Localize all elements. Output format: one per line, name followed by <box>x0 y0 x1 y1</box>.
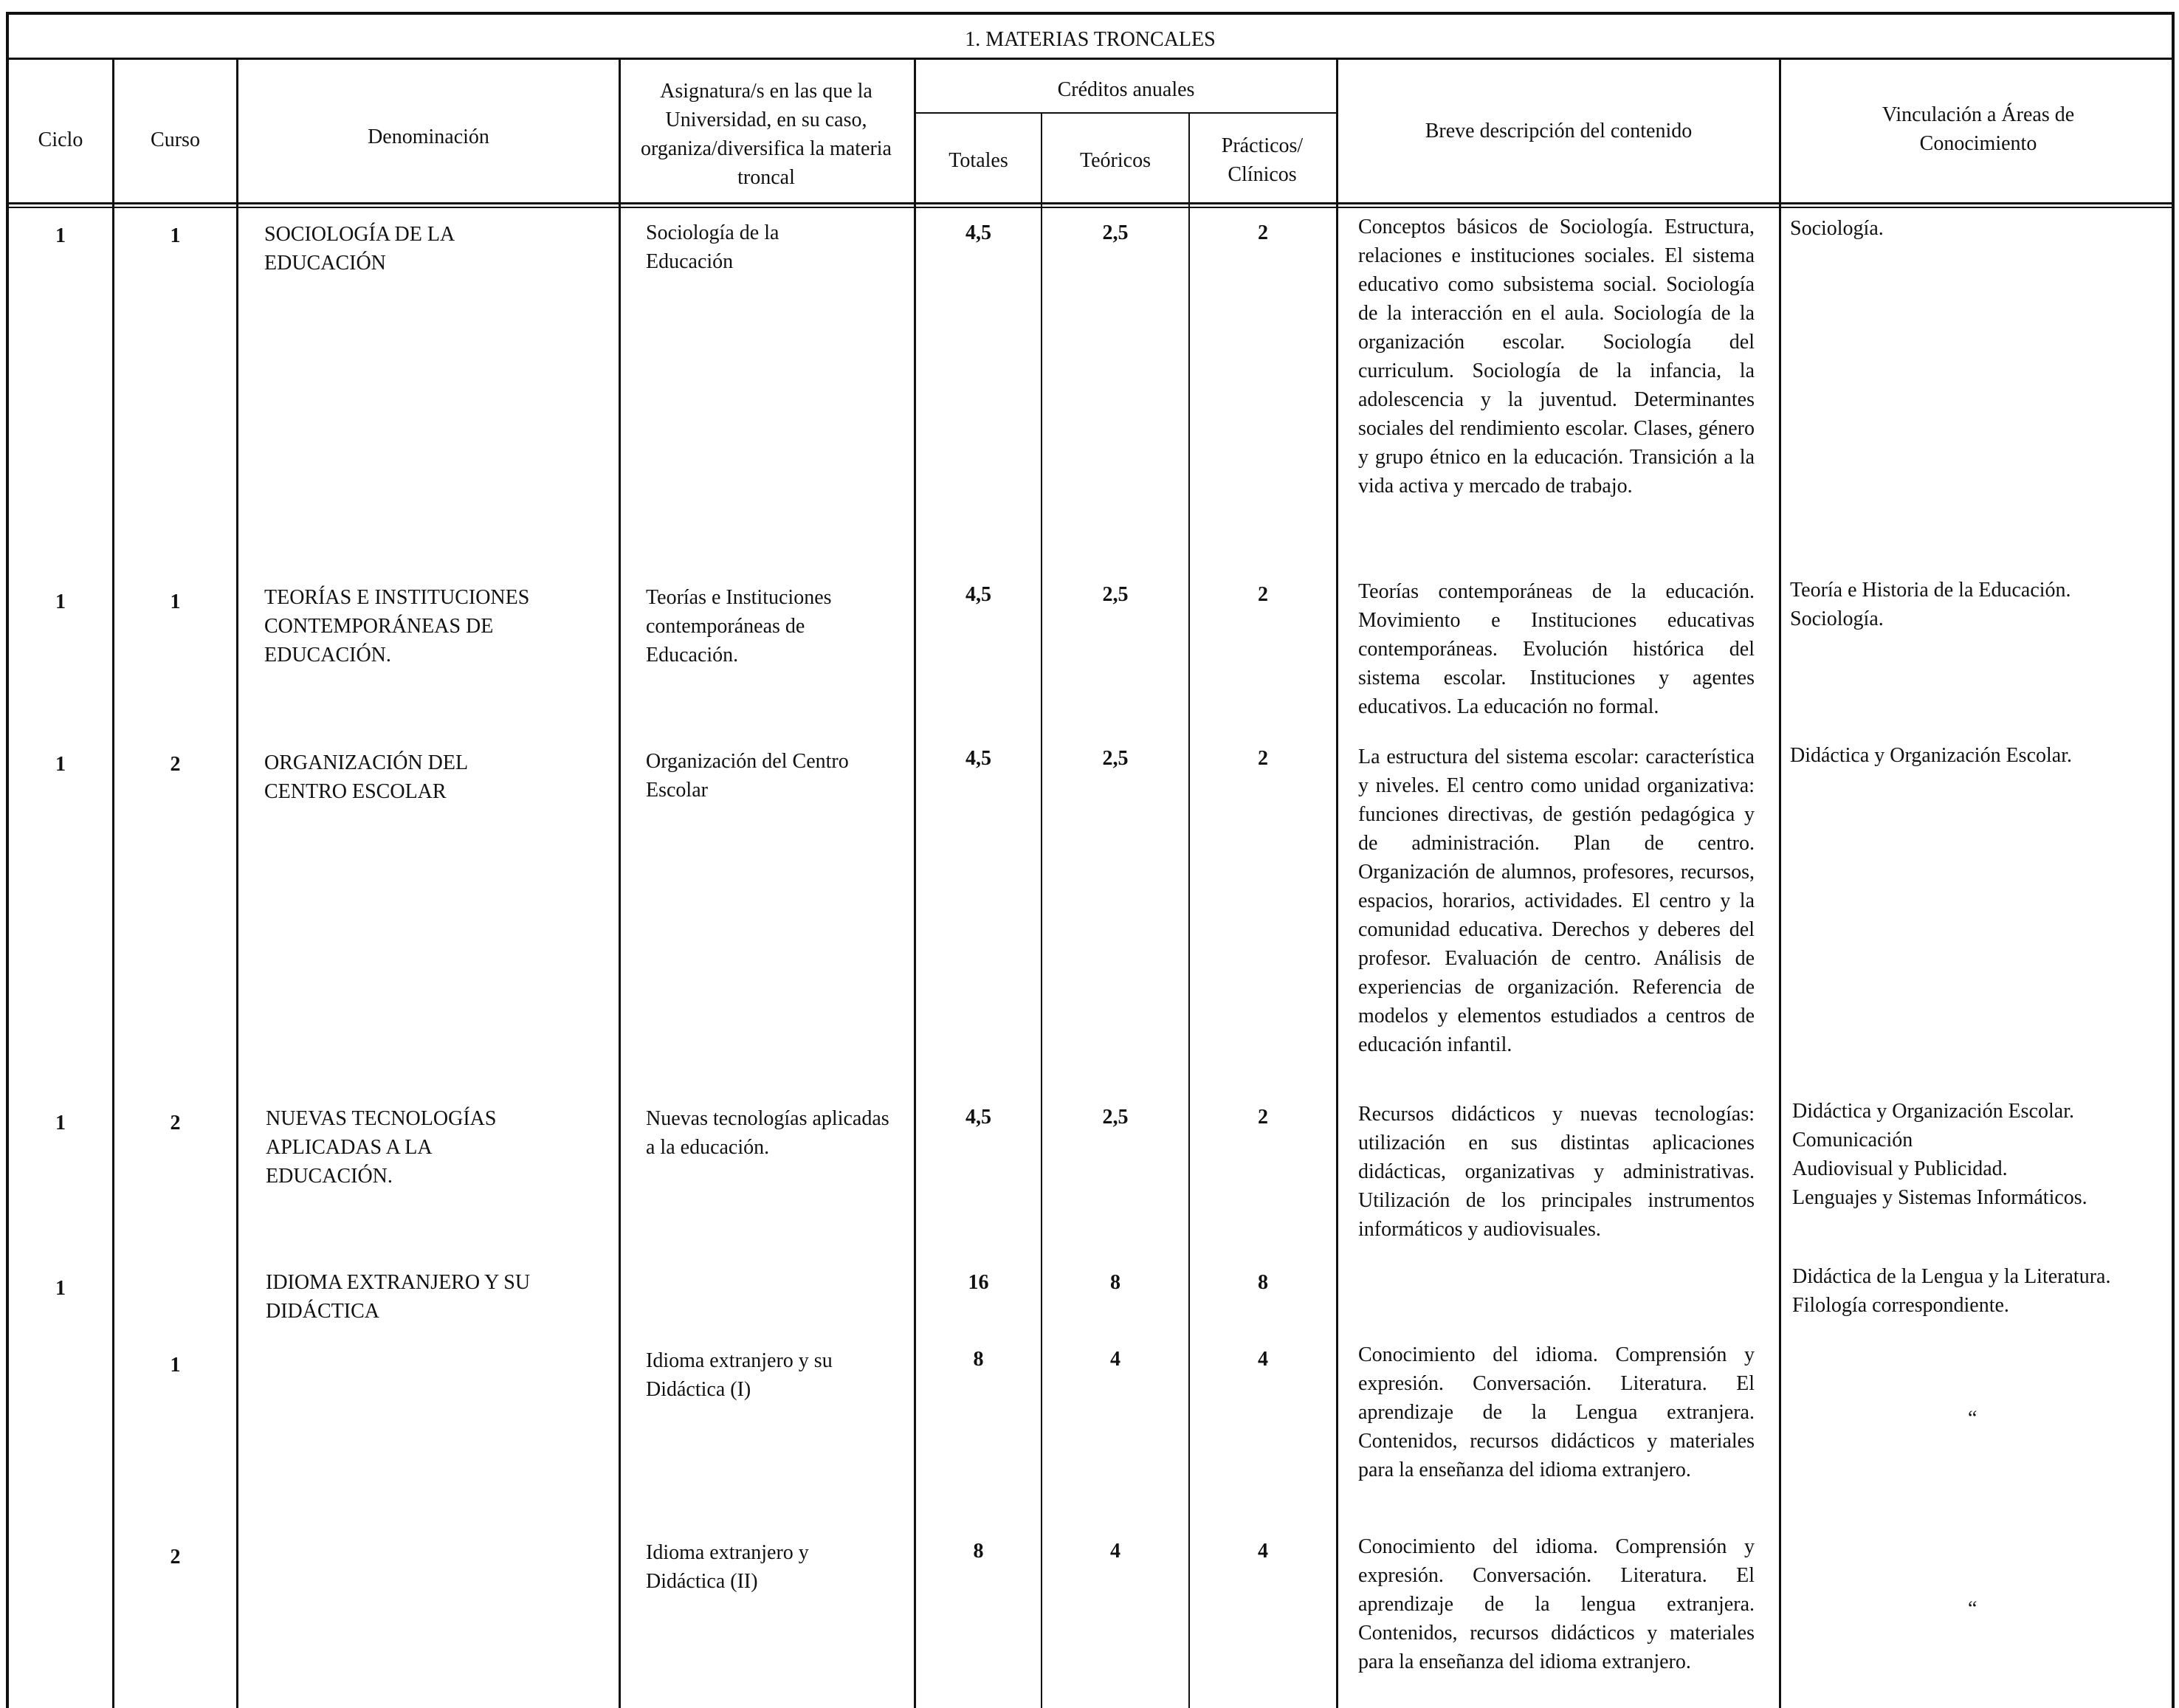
row-curso: 2 <box>170 1112 181 1134</box>
header-bottom-line-2 <box>6 207 2175 208</box>
row-asignatura: Sociología de la Educación <box>646 221 779 273</box>
row-vinculacion-line: Lenguajes y Sistemas Informáticos. <box>1792 1186 2087 1209</box>
row-curso: 2 <box>170 1546 181 1568</box>
row-practicos: 2 <box>1258 1106 1268 1129</box>
header-totales: Totales <box>949 149 1008 172</box>
row-teoricos: 4 <box>1110 1540 1121 1563</box>
row-totales: 8 <box>973 1348 984 1371</box>
header-ciclo: Ciclo <box>38 128 83 151</box>
header-practicos: Prácticos/ Clínicos <box>1221 134 1304 186</box>
row-vinculacion-ditto: “ <box>1968 1597 1977 1620</box>
row-ciclo: 1 <box>55 590 66 613</box>
row-vinculacion-line: Comunicación Audiovisual y Publicidad. <box>1792 1129 2008 1180</box>
header-denominacion: Denominación <box>368 125 489 148</box>
row-teoricos: 2,5 <box>1102 583 1129 606</box>
row-ciclo: 1 <box>55 224 66 247</box>
title-bottom-line <box>6 58 2175 60</box>
row-ciclo: 1 <box>55 1277 66 1300</box>
row-descripcion: Recursos didácticos y nuevas tecnologías: utilización en sus distintas aplicaciones didácticas, organizativas y administrativas. Utilización de los principales instrumentos informáticos y audiovisuales. <box>1358 1103 1755 1241</box>
row-teoricos: 8 <box>1110 1271 1121 1294</box>
row-practicos: 4 <box>1258 1540 1268 1563</box>
row-denominacion: IDIOMA EXTRANJERO Y SU DIDÁCTICA <box>266 1271 531 1323</box>
col-line-totales <box>1041 112 1042 1708</box>
row-teoricos: 2,5 <box>1102 1106 1129 1129</box>
row-vinculacion: Sociología. <box>1790 217 1884 240</box>
row-ciclo: 1 <box>55 1112 66 1134</box>
row-curso: 1 <box>170 224 181 247</box>
row-practicos: 4 <box>1258 1348 1268 1371</box>
header-asignatura: Asignatura/s en las que la Universidad, en su caso, organiza/diversifica la materia troncal <box>641 80 892 189</box>
col-line-descripcion <box>1779 59 1781 1708</box>
row-denominacion: ORGANIZACIÓN DEL CENTRO ESCOLAR <box>264 751 468 803</box>
header-vinculacion: Vinculación a Áreas de Conocimiento <box>1882 103 2075 155</box>
row-vinculacion-line: Didáctica y Organización Escolar. <box>1792 1100 2074 1123</box>
col-line-practicos <box>1336 59 1338 1708</box>
row-teoricos: 2,5 <box>1102 221 1129 244</box>
row-totales: 4,5 <box>965 583 991 606</box>
row-denominacion: TEORÍAS E INSTITUCIONES CONTEMPORÁNEAS DE EDUCACIÓN. <box>264 586 530 667</box>
row-asignatura: Idioma extranjero y Didáctica (II) <box>646 1541 809 1593</box>
row-teoricos: 4 <box>1110 1348 1121 1371</box>
row-totales: 4,5 <box>965 747 991 770</box>
header-curso: Curso <box>151 128 200 151</box>
row-asignatura: Teorías e Instituciones contemporáneas de Educación. <box>646 586 832 667</box>
row-vinculacion: Teoría e Historia de la Educación. Sociología. <box>1790 579 2071 630</box>
col-line-asignatura <box>914 59 916 1708</box>
col-line-ciclo <box>112 59 114 1708</box>
frame-left <box>6 12 9 1708</box>
header-teoricos: Teóricos <box>1079 149 1151 172</box>
row-descripcion: Conceptos básicos de Sociología. Estructura, relaciones e instituciones sociales. El sistema educativo como subsistema social. Sociología de la interacción en el aula. Sociología de la organización escolar. Sociología del curriculum. Sociología de la infancia, la adolescencia y la juventud. Determinantes sociales del rendimiento escolar. Clases, género y grupo étnico en la educación. Transición a la vida activa y mercado de trabajo. <box>1358 216 1755 497</box>
row-vinculacion-ditto: “ <box>1968 1407 1977 1430</box>
header-creditos: Créditos anuales <box>1057 78 1195 101</box>
row-curso: 1 <box>170 1354 181 1377</box>
row-asignatura: Idioma extranjero y su Didáctica (I) <box>646 1349 833 1401</box>
row-totales: 4,5 <box>965 1106 991 1129</box>
row-totales: 8 <box>973 1540 984 1563</box>
row-descripcion: Teorías contemporáneas de la educación. Movimiento e Instituciones educativas contemporáneas. Evolución histórica del sistema escolar. Instituciones y agentes educativos. La educación no formal. <box>1358 580 1755 718</box>
row-teoricos: 2,5 <box>1102 747 1129 770</box>
row-practicos: 2 <box>1258 747 1268 770</box>
creditos-divider <box>915 112 1336 114</box>
col-line-denominacion <box>619 59 621 1708</box>
row-practicos: 2 <box>1258 221 1268 244</box>
row-descripcion: La estructura del sistema escolar: característica y niveles. El centro como unidad organizativa: funciones directivas, de gestión pedagógica y de administración. Plan de centro. Organización de alumnos, profesores, recursos, espacios, horarios, actividades. El centro y la comunidad educativa. Derechos y deberes del profesor. Evaluación de centro. Análisis de experiencias de organización. Referencia de modelos y elementos estudiados a centros de educación infantil. <box>1358 745 1755 1056</box>
row-vinculacion: Didáctica de la Lengua y la Literatura. Filología correspondiente. <box>1792 1265 2111 1317</box>
table-title: 1. MATERIAS TRONCALES <box>965 28 1216 51</box>
header-descripcion: Breve descripción del contenido <box>1425 120 1693 142</box>
row-vinculacion: Didáctica y Organización Escolar. <box>1790 744 2072 767</box>
col-line-teoricos <box>1188 112 1190 1708</box>
row-practicos: 8 <box>1258 1271 1268 1294</box>
frame-right <box>2172 12 2175 1708</box>
row-practicos: 2 <box>1258 583 1268 606</box>
header-bottom-line <box>6 202 2175 204</box>
row-totales: 16 <box>968 1271 989 1294</box>
row-curso: 1 <box>170 590 181 613</box>
row-descripcion: Conocimiento del idioma. Comprensión y expresión. Conversación. Literatura. El aprendizaje de la Lengua extranjera. Contenidos, recursos didácticos y materiales para la enseñanza del idioma extranjero. <box>1358 1343 1755 1481</box>
col-line-curso <box>236 59 238 1708</box>
row-ciclo: 1 <box>55 753 66 776</box>
row-descripcion: Conocimiento del idioma. Comprensión y expresión. Conversación. Literatura. El aprendizaje de la lengua extranjera. Contenidos, recursos didácticos y materiales para la enseñanza del idioma extranjero. <box>1358 1535 1755 1673</box>
row-asignatura: Nuevas tecnologías aplicadas a la educación. <box>646 1107 889 1159</box>
row-totales: 4,5 <box>965 221 991 244</box>
row-denominacion: SOCIOLOGÍA DE LA EDUCACIÓN <box>264 223 454 275</box>
row-denominacion: NUEVAS TECNOLOGÍAS APLICADAS A LA EDUCACIÓN. <box>266 1107 497 1188</box>
frame-top <box>6 12 2175 15</box>
row-curso: 2 <box>170 753 181 776</box>
row-asignatura: Organización del Centro Escolar <box>646 750 849 802</box>
